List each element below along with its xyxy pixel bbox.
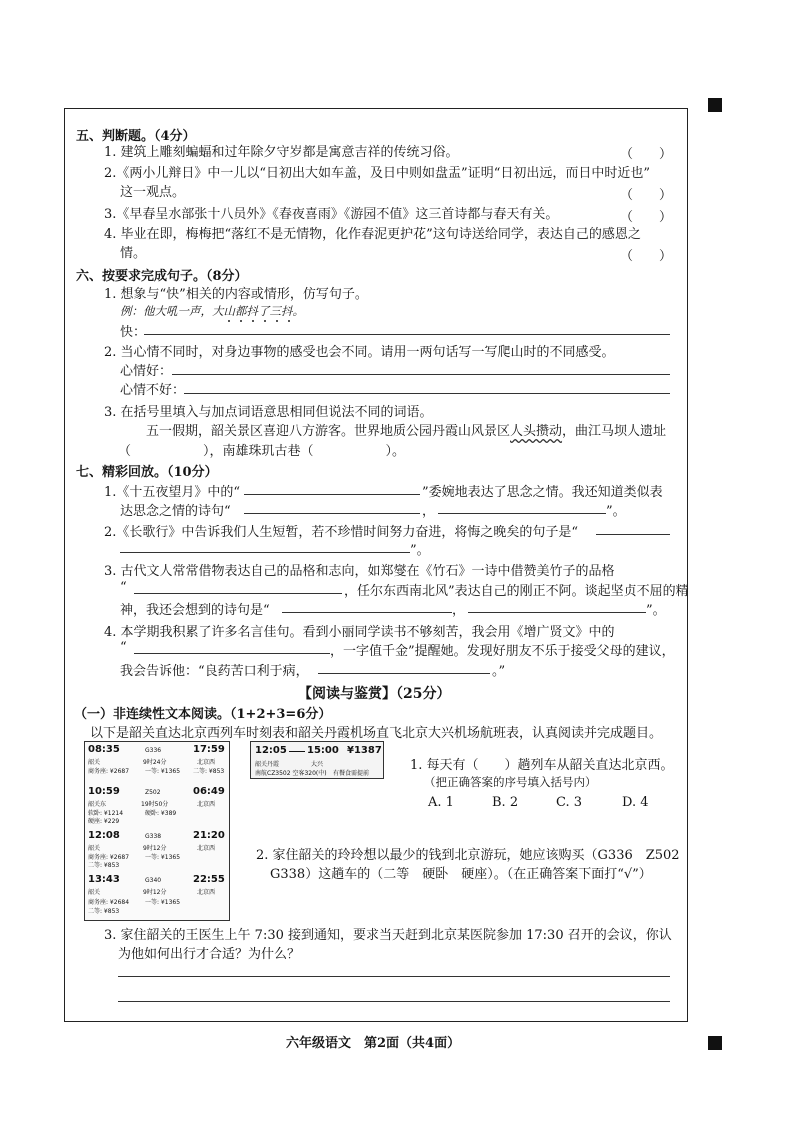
flight-arr-time: 15:00	[307, 745, 339, 756]
emphasis-dot	[288, 320, 290, 322]
s7-q3-d: 神，我还会想到的诗句是“	[120, 603, 270, 618]
reading-q2-line1: 2. 家住韶关的玲玲想以最少的钱到北京游玩，她应该购买（G336 Z502	[256, 848, 680, 863]
s6-q3-l2-c: ）。	[385, 444, 406, 459]
train-to: 北京西	[197, 889, 216, 896]
train-price-1: 软卧: ¥1214	[88, 810, 124, 817]
s7-q2-a: 2.《长歌行》中告诉我们人生短暂，若不珍惜时间努力奋进，将悔之晚矣的句子是“	[104, 525, 579, 540]
emphasis-dot	[252, 320, 254, 322]
train-price-3: 二等: ¥853	[88, 862, 120, 869]
train-price-1: 商务座: ¥2684	[88, 899, 130, 906]
s7-q2-b: ”。	[410, 543, 430, 558]
s5-item1: 1. 建筑上雕刻蝙蝠和过年除夕守岁都是寓意吉祥的传统习俗。	[104, 145, 459, 160]
train-price-2: 一等: ¥1365	[145, 854, 181, 861]
s5-item2: 2.《两小儿辩日》中一儿以“日初出大如车盖，及日中则如盘盂”证明“日初出远，而日中时近也”	[104, 166, 650, 181]
s7-q3-line1[interactable]	[134, 593, 342, 594]
train-from: 韶关东	[88, 801, 107, 808]
s5-item4-paren[interactable]: （ ）	[620, 249, 673, 264]
reading-q3-answer-line-2[interactable]	[118, 1001, 670, 1002]
s7-q2-line1[interactable]	[596, 534, 670, 535]
s7-q4-c: ，一字值千金”提醒她。发现好朋友不乐于接受父母的建议，	[330, 644, 675, 659]
s6-q2: 2. 当心情不同时，对身边事物的感受也会不同。请用一两句话写一写爬山时的不同感受。	[104, 345, 615, 360]
s6-q3-l2-b: ），南雄珠玑古巷（	[203, 444, 314, 459]
emphasis-dot	[240, 320, 242, 322]
train-price-1: 商务座: ¥2687	[88, 768, 130, 775]
train-from: 韶关	[88, 889, 101, 896]
s5-item2-cont: 这一观点。	[120, 185, 186, 200]
reading-q1-option-a[interactable]: A. 1	[428, 795, 454, 810]
train-duration: 19时50分	[141, 801, 169, 808]
train-dep-time: 12:08	[88, 830, 120, 841]
train-dep-time: 10:59	[88, 786, 120, 797]
flight-note: 有餐食需提前	[333, 770, 370, 777]
s7-q3-b: “	[120, 580, 127, 595]
s7-q1-line3[interactable]	[438, 513, 606, 514]
registration-mark-top-right	[708, 98, 722, 112]
train-dep-time: 08:35	[88, 744, 120, 755]
s7-q3-f: ”。	[646, 603, 666, 618]
s7-q1-e: ”。	[606, 504, 626, 519]
section7-title: 七、精彩回放。（10分）	[76, 465, 218, 480]
reading-q3-line2: 为他如何出行才合适？为什么？	[118, 947, 301, 962]
s6-q1-fill-label: 快：	[120, 325, 147, 340]
reading-q3-line1: 3. 家住韶关的王医生上午 7:30 接到通知，要求当天赶到北京某医院参加 17:30 召开的会议，你认	[104, 928, 672, 943]
s7-q1-a: 1.《十五夜望月》中的“	[104, 485, 241, 500]
reading-part1-title: （一）非连续性文本阅读。（1+2+3=6分）	[74, 707, 332, 722]
s6-q3-l1-a: 五一假期，韶关景区喜迎八方游客。世界地质公园丹霞山风景区	[146, 424, 511, 439]
s7-q1-b: ”委婉地表达了思念之情。我还知道类似表	[422, 485, 663, 500]
flight-card	[250, 741, 384, 779]
flight-number: 南航CZ3502 空客320(中)	[255, 770, 327, 777]
s5-item4: 4. 毕业在即，梅梅把“落红不是无情物，化作春泥更护花”这句诗送给同学，表达自己的感恩之	[104, 227, 641, 242]
s6-q3-l1-c: ，曲江马坝人遗址	[562, 424, 667, 439]
train-duration: 9时12分	[143, 845, 167, 852]
section6-title: 六、按要求完成句子。（8分）	[76, 269, 248, 284]
s7-q4-d: 我会告诉他：“良药苦口利于病，	[120, 664, 309, 679]
s7-q1-c: 达思念之情的诗句“	[120, 504, 231, 519]
s6-q3-line2	[118, 440, 405, 459]
train-to: 北京西	[197, 845, 216, 852]
s5-item3: 3.《早春呈水部张十八员外》《春夜喜雨》《游园不值》这三首诗都与春天有关。	[104, 207, 559, 222]
s7-q2-line2[interactable]	[120, 552, 410, 553]
train-to: 北京西	[197, 801, 216, 808]
s5-item1-paren[interactable]: （ ）	[620, 147, 673, 162]
reading-header: 【阅读与鉴赏】（25分）	[298, 686, 451, 702]
train-arr-time: 21:20	[193, 830, 225, 841]
train-price-2: 硬卧: ¥389	[145, 810, 177, 817]
train-price-1: 商务座: ¥2687	[88, 854, 130, 861]
train-price-2: 一等: ¥1365	[145, 899, 181, 906]
train-arr-time: 06:49	[193, 786, 225, 797]
s7-q3-e: ，	[452, 603, 466, 618]
s6-q2-bad-line[interactable]	[184, 393, 670, 394]
train-number: G336	[145, 747, 162, 754]
s6-q1-answer-line[interactable]	[144, 334, 670, 335]
train-arr-time: 22:55	[193, 874, 225, 885]
train-price-3: 硬座: ¥229	[88, 818, 120, 825]
s7-q3-line3[interactable]	[468, 612, 646, 613]
train-duration: 9时24分	[143, 759, 167, 766]
s5-item4-cont: 情。	[120, 246, 147, 261]
s6-q1: 1. 想象与“快”相关的内容或情形，仿写句子。	[104, 287, 368, 302]
emphasis-dot	[264, 320, 266, 322]
s7-q4-b: “	[120, 640, 127, 655]
flight-to: 大兴	[311, 761, 324, 768]
train-dep-time: 13:43	[88, 874, 120, 885]
reading-q1-option-c[interactable]: C. 3	[556, 795, 583, 810]
emphasis-dot	[228, 320, 230, 322]
s7-q3-a: 3. 古代文人常常借物表达自己的品格和志向，如郑燮在《竹石》一诗中借赞美竹子的品格	[104, 564, 615, 579]
reading-q1-note: （把正确答案的序号填入括号内）	[424, 775, 597, 789]
s7-q3-line2[interactable]	[282, 612, 452, 613]
page-footer: 六年级语文 第2面（共4面）	[286, 1036, 461, 1051]
s7-q1-line1[interactable]	[244, 494, 420, 495]
s7-q4-line2[interactable]	[318, 673, 490, 674]
train-number: Z502	[145, 789, 161, 796]
flight-from: 韶关丹霞	[255, 761, 280, 768]
s7-q4-line1[interactable]	[134, 653, 330, 654]
train-number: G338	[145, 833, 162, 840]
s6-q3-line1	[146, 420, 666, 439]
flight-dep-time: 12:05	[255, 745, 287, 756]
s6-q2-bad-label: 心情不好：	[120, 383, 186, 398]
train-duration: 9时12分	[143, 889, 167, 896]
registration-mark-bottom-right	[708, 1036, 722, 1050]
section5-title: 五、判断题。（4分）	[76, 129, 196, 144]
s6-q3-l2-a: （	[118, 444, 132, 459]
flight-dash	[289, 751, 305, 752]
reading-q3-answer-line-1[interactable]	[118, 976, 670, 977]
s6-q2-good-label: 心情好：	[120, 364, 173, 379]
s7-q1-line2[interactable]	[244, 513, 420, 514]
s6-q2-good-line[interactable]	[172, 374, 670, 375]
reading-q1-option-d[interactable]: D. 4	[622, 795, 649, 810]
train-from: 韶关	[88, 845, 101, 852]
s7-q1-d: ，	[422, 504, 436, 519]
reading-q1: 1. 每天有（ ）趟列车从韶关直达北京西。	[410, 758, 674, 773]
reading-q1-option-b[interactable]: B. 2	[492, 795, 519, 810]
s5-item3-paren[interactable]: （ ）	[620, 210, 673, 225]
s5-item2-paren[interactable]: （ ）	[620, 188, 673, 203]
s7-q3-c: ，任尔东西南北风”表达自己的刚正不阿。谈起坚贞不屈的精	[344, 584, 689, 599]
s6-q1-example: 例：他大吼一声，大山都抖了三抖。	[120, 304, 304, 318]
train-arr-time: 17:59	[193, 744, 225, 755]
s6-q3: 3. 在括号里填入与加点词语意思相同但说法不同的词语。	[104, 405, 433, 420]
reading-q2-line2: G338）这趟车的（二等 硬卧 硬座）。（在正确答案下面打“√”）	[270, 867, 652, 882]
train-price-3: 二等: ¥853	[193, 768, 225, 775]
s7-q4-e: 。”	[492, 664, 506, 679]
s7-q4-a: 4. 本学期我积累了许多名言佳句。看到小丽同学读书不够刻苦，我会用《增广贤文》中的	[104, 625, 615, 640]
reading-intro: 以下是韶关直达北京西列车时刻表和韶关丹霞机场直飞北京大兴机场航班表，认真阅读并完成题目。	[90, 726, 663, 741]
train-number: G340	[145, 877, 162, 884]
train-price-3: 二等: ¥853	[88, 908, 120, 915]
train-from: 韶关	[88, 759, 101, 766]
flight-price: ¥1387	[347, 745, 382, 756]
emphasis-dot	[276, 320, 278, 322]
train-timetable	[84, 741, 230, 921]
train-to: 北京西	[197, 759, 216, 766]
train-price-2: 一等: ¥1365	[145, 768, 181, 775]
s6-q3-dotted-word: 人头攒动	[510, 424, 563, 439]
